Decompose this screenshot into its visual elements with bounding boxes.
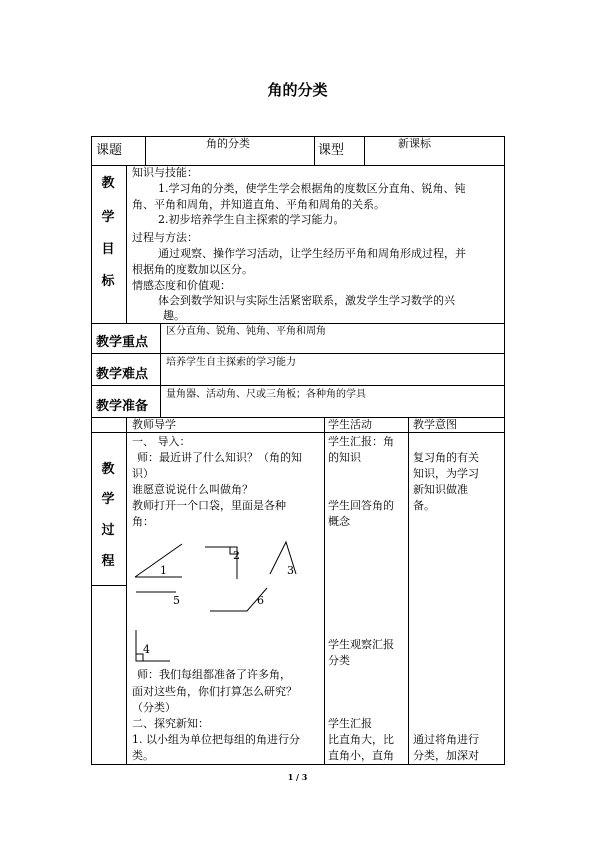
goals-line: 角、平角和周角，并知道直角、平角和周角的关系。 [132, 198, 385, 211]
angle-label-1: 1 [160, 564, 167, 577]
column-teacher-header: 教师导学 [132, 418, 176, 431]
goals-label-1: 教 [101, 176, 115, 191]
teacher-line: 面对这些角，你们打算怎么研究？ [132, 685, 297, 698]
intent-line: 备。 [413, 499, 435, 512]
angle-4-mark [136, 654, 143, 661]
angle-1-shape [135, 544, 182, 577]
type-value: 新课标 [398, 137, 431, 150]
student-line: 直角小，直角 [328, 749, 394, 762]
column-intent-header: 教学意图 [413, 418, 457, 431]
angle-figures [126, 530, 324, 670]
intent-line: 通过将角进行 [413, 733, 479, 746]
intent-line: 知识，为学习 [413, 467, 479, 480]
column-student-header: 学生活动 [328, 418, 372, 431]
preparation-label: 教学准备 [96, 399, 149, 414]
teacher-line: （分类） [132, 701, 176, 714]
student-line: 学生观察汇报 [328, 638, 394, 651]
angle-label-4: 4 [143, 643, 150, 656]
angle-4-shape [136, 630, 170, 661]
goals-line: 趣。 [163, 309, 185, 322]
subject-label: 课题 [96, 143, 123, 158]
key-point-value: 区分直角、锐角、钝角、平角和周角 [166, 326, 326, 337]
goals-label-2: 学 [101, 210, 115, 225]
angle-label-5: 5 [173, 594, 180, 607]
page-title: 角的分类 [267, 81, 328, 99]
teacher-line: 师：最近讲了什么知识？（角的知 [137, 451, 302, 464]
page-number: 1 / 3 [287, 772, 308, 782]
difficulty-label: 教学难点 [96, 367, 149, 382]
goals-label-4: 标 [101, 274, 115, 289]
student-line: 概念 [328, 515, 350, 528]
angle-label-6: 6 [257, 594, 264, 607]
goals-line: 通过观察、操作学习活动，让学生经历平角和周角形成过程，并 [158, 247, 466, 260]
process-label-3: 过 [101, 523, 115, 538]
goals-label-3: 目 [101, 242, 115, 257]
teacher-line: 角： [132, 515, 154, 528]
goals-line: 知识与技能： [132, 166, 198, 179]
process-label-1: 教 [101, 462, 115, 477]
goals-line: 2.初步培养学生自主探索的学习能力。 [158, 213, 345, 226]
teacher-line: 师：我们每组都准备了许多角， [137, 668, 291, 681]
goals-line: 根据角的度数加以区分。 [132, 263, 253, 276]
angle-label-3: 3 [287, 564, 294, 577]
teacher-line: 二、探究新知： [132, 717, 209, 730]
teacher-line: 1. 以小组为单位把每组的角进行分 [132, 733, 300, 746]
teacher-line: 类。 [132, 749, 154, 762]
angle-label-2: 2 [233, 549, 240, 562]
intent-line: 复习角的有关 [413, 451, 479, 464]
subject-value: 角的分类 [206, 137, 250, 150]
intent-line: 分类，加深对 [413, 749, 479, 762]
goals-line: 过程与方法： [132, 231, 198, 244]
difficulty-value: 培养学生自主探索的学习能力 [166, 357, 296, 368]
student-line: 分类 [328, 654, 350, 667]
student-line: 学生汇报 [328, 717, 372, 730]
teacher-line: 教师打开一个口袋，里面是各种 [132, 499, 286, 512]
student-line: 的知识 [328, 451, 361, 464]
process-label-2: 学 [101, 492, 115, 507]
student-line: 比直角大，比 [328, 733, 394, 746]
key-point-label: 教学重点 [96, 335, 149, 350]
preparation-value: 量角器、活动角、尺或三角板；各种角的学具 [166, 389, 366, 400]
student-line: 学生汇报：角 [328, 435, 394, 448]
teacher-line: 识） [132, 467, 154, 480]
intent-line: 新知识做准 [413, 483, 468, 496]
teacher-line: 谁愿意说说什么叫做角？ [132, 483, 253, 496]
goals-line: 1.学习角的分类，使学生学会根据角的度数区分直角、锐角、钝 [158, 182, 466, 195]
goals-line: 体会到数学知识与实际生活紧密联系，激发学生学习数学的兴 [158, 294, 455, 307]
type-label: 课型 [318, 143, 345, 158]
teacher-line: 一、 导入： [132, 435, 191, 448]
student-line: 学生回答角的 [328, 499, 394, 512]
process-label-4: 程 [101, 554, 115, 569]
goals-line: 情感态度和价值观： [132, 279, 231, 292]
